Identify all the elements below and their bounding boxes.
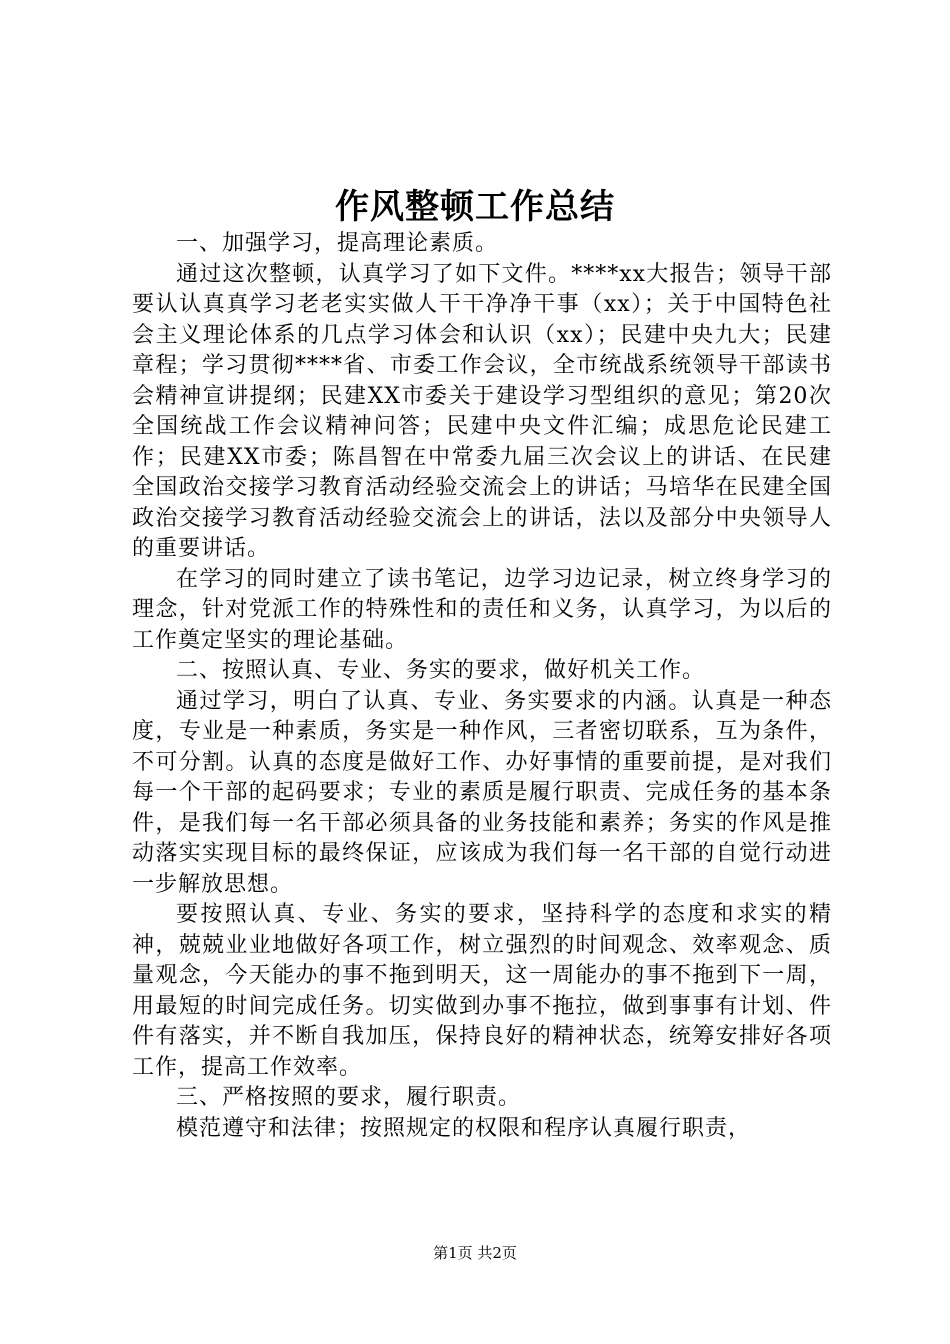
section-heading-1: 一、加强学习，提高理论素质。 (176, 231, 499, 256)
paragraph-requirements-meaning: 通过学习，明白了认真、专业、务实要求的内涵。认真是一种态度，专业是一种素质，务实是一种作风，三者密切联系，互为条件，不可分割。认真的态度是做好工作、办好事情的重要前提，是对我们每一个干部的起码要求；专业的素质是履行职责、完成任务的基本条件，是我们每一名干部必须具备的业务技能和素养；务实的作风是推动落实实现目标的最终保证，应该成为我们每一名干部的自觉行动进一步解放思想。 (132, 688, 832, 897)
page-footer: 第1页 共2页 (433, 1244, 517, 1262)
section-heading-2: 二、按照认真、专业、务实的要求，做好机关工作。 (176, 658, 706, 683)
section-heading-3: 三、严格按照的要求，履行职责。 (176, 1085, 522, 1110)
document-body (132, 229, 832, 1144)
paragraph-duties: 模范遵守和法律；按照规定的权限和程序认真履行职责， (176, 1115, 752, 1141)
paragraph-work-efficiency: 要按照认真、专业、务实的要求，坚持科学的态度和求实的精神，兢兢业业地做好各项工作，树立强烈的时间观念、效率观念、质量观念，今天能办的事不拖到明天，这一周能办的事不拖到下一周，用最短的时间完成任务。切实做到办事不拖拉，做到事事有计划、件件有落实，并不断自我加压，保持良好的精神状态，统筹安排好各项工作，提高工作效率。 (132, 902, 832, 1080)
document-title: 作风整顿工作总结 (335, 187, 615, 227)
paragraph-reading-notes: 在学习的同时建立了读书笔记，边学习边记录，树立终身学习的理念，针对党派工作的特殊性和的责任和义务，认真学习，为以后的工作奠定坚实的理论基础。 (132, 566, 832, 653)
paragraph-study-documents: 通过这次整顿，认真学习了如下文件。****xx大报告；领导干部要认认真真学习老老实实做人干干净净干事（xx）；关于中国特色社会主义理论体系的几点学习体会和认识（xx）；民建中央九大；民建章程；学习贯彻****省、市委工作会议，全市统战系统领导干部读书会精神宣讲提纲；民建XX市委关于建设学习型组织的意见；第20次全国统战工作会议精神问答；民建中央文件汇编；成思危论民建工作；民建XX市委；陈昌智在中常委九届三次会议上的讲话、在民建全国政治交接学习教育活动经验交流会上的讲话；马培华在民建全国政治交接学习教育活动经验交流会上的讲话，法以及部分中央领导人的重要讲话。 (132, 261, 832, 561)
